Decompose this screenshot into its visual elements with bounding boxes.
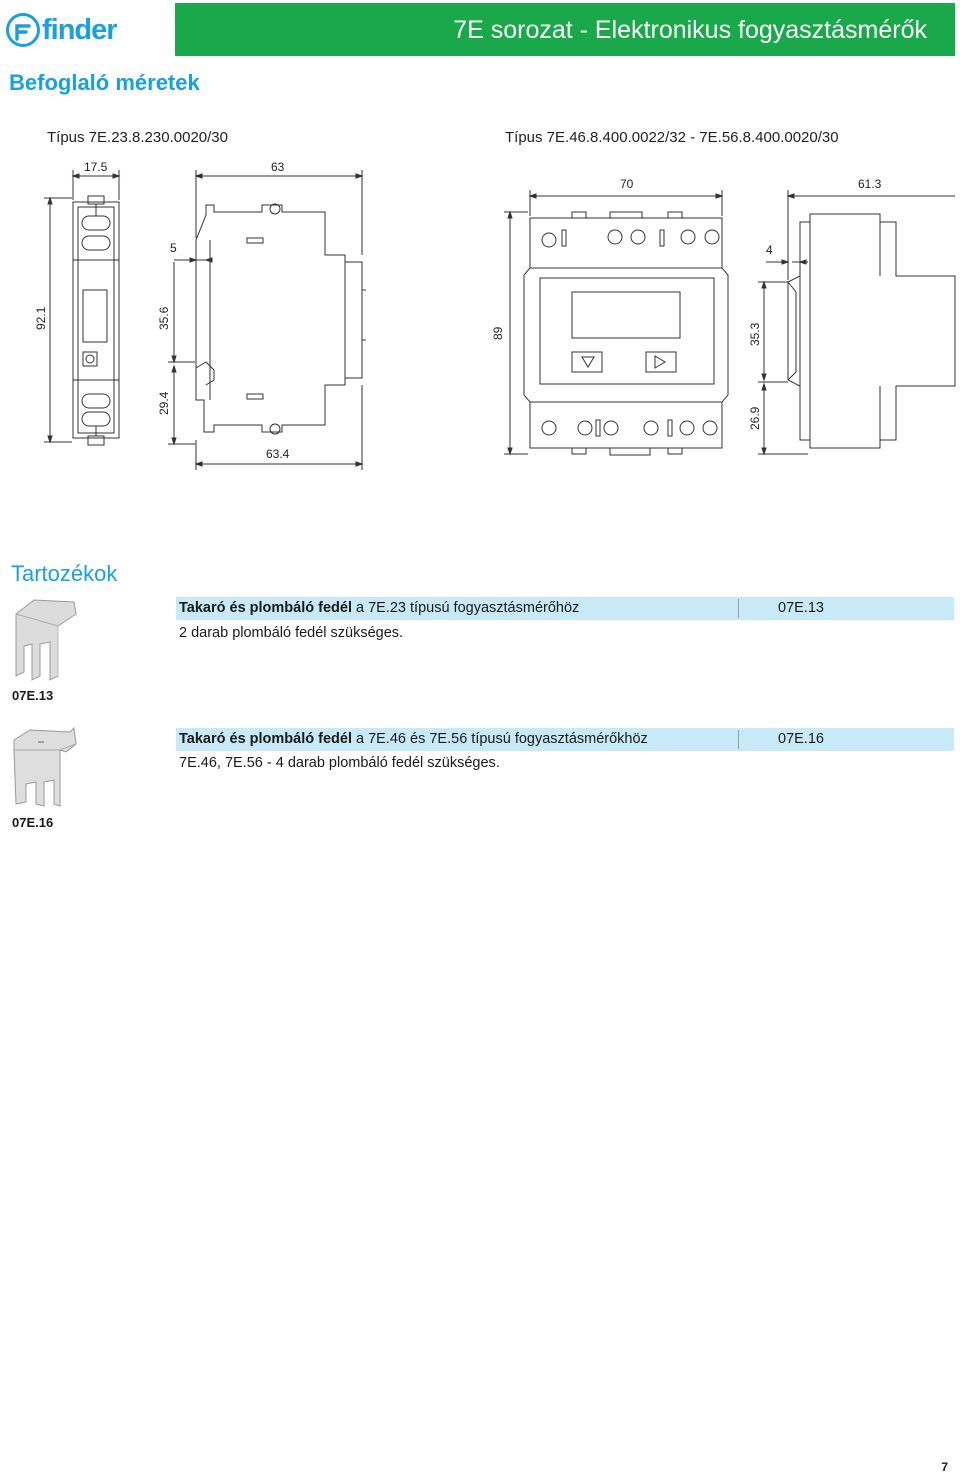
dim-lines-side-left	[168, 170, 362, 470]
dim-h1: 92.1	[34, 306, 48, 330]
accessory-07E16-image	[10, 724, 80, 810]
dim-w5: 61.3	[858, 177, 882, 191]
dim-h5: 35.3	[748, 322, 762, 346]
finder-logo	[6, 10, 151, 50]
accessory-07E13-title: Takaró és plombáló fedél a 7E.23 típusú fogyasztásmérőhöz	[179, 600, 580, 616]
accessory-07E16-row	[176, 728, 954, 751]
accessory-07E16-title: Takaró és plombáló fedél a 7E.46 és 7E.56 típusú fogyasztásmérőkhöz	[179, 731, 648, 747]
dim-lines-right	[504, 190, 722, 454]
right-type-label: Típus 7E.46.8.400.0022/32 - 7E.56.8.400.0020/30	[505, 129, 839, 146]
dim-w4: 70	[620, 177, 634, 191]
side-view-small	[196, 204, 366, 434]
accessory-07E13-description: 2 darab plombáló fedél szükséges.	[179, 625, 404, 641]
side-view-large	[788, 214, 955, 448]
dim-h4: 89	[491, 326, 505, 340]
accessory-07E13-code: 07E.13	[778, 600, 824, 616]
front-view-large	[524, 212, 728, 455]
accessory-row-separator	[738, 730, 739, 749]
dim-w2: 63	[271, 160, 285, 174]
dim-h6: 26.9	[748, 406, 762, 430]
front-view-small	[73, 196, 119, 445]
page-number: 7	[941, 1460, 948, 1474]
accessory-07E13-thumb-code: 07E.13	[12, 688, 54, 703]
accessory-07E16-description: 7E.46, 7E.56 - 4 darab plombáló fedél szükséges.	[179, 755, 500, 771]
accessory-07E16-code: 07E.16	[778, 731, 824, 747]
dim-h2: 35.6	[157, 306, 171, 330]
dim-lines-left	[44, 170, 119, 442]
accessory-07E16-thumb-code: 07E.16	[12, 815, 54, 830]
dim-w1: 17.5	[84, 160, 108, 174]
dimension-drawing	[0, 150, 960, 470]
brand-name: finder	[42, 14, 117, 46]
dim-d1: 5	[170, 241, 177, 255]
left-type-label: Típus 7E.23.8.230.0020/30	[47, 129, 228, 146]
header-bar	[175, 3, 955, 56]
dim-d2: 4	[766, 243, 773, 257]
dim-w3: 63.4	[266, 447, 290, 461]
accessory-row-separator	[738, 599, 739, 618]
dim-h3: 29.4	[157, 391, 171, 415]
dimensions-title: Befoglaló méretek	[9, 70, 200, 95]
finder-logo-icon	[6, 13, 40, 47]
accessories-title: Tartozékok	[11, 561, 118, 586]
accessory-07E13-image	[10, 596, 80, 682]
page-title: 7E sorozat - Elektronikus fogyasztásmérők	[453, 16, 927, 44]
accessory-07E13-row	[176, 597, 954, 620]
